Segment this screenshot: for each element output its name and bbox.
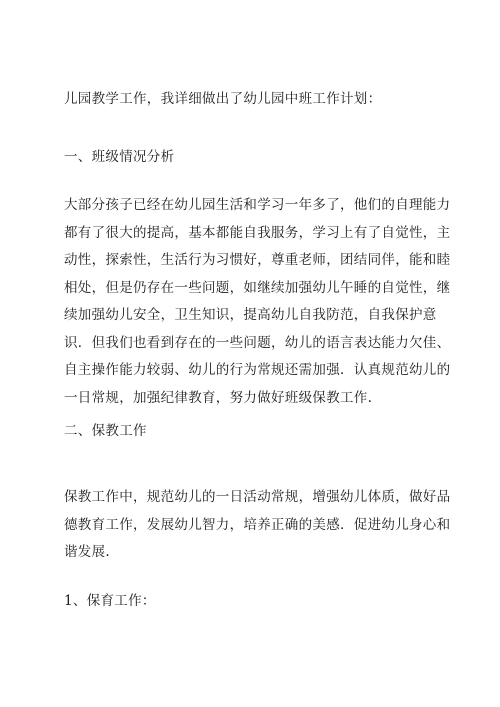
subsection-heading-nursing-work xyxy=(64,588,444,616)
paragraph-line: 保教工作中，规范幼儿的一日活动常规，增强幼儿体质，做好品 xyxy=(64,489,451,505)
paragraph-line: 德教育工作，发展幼儿智力，培养正确的美感．促进幼儿身心和 xyxy=(64,516,451,533)
section-heading-class-analysis xyxy=(64,144,444,172)
subsection-heading-text: 1、保育工作： xyxy=(64,593,156,609)
paragraph-line: 续加强幼儿安全，卫生知识，提高幼儿自我防范，自我保护意 xyxy=(64,307,437,323)
section-heading-text: 二、保教工作 xyxy=(64,423,147,439)
paragraph-line: 谐发展. xyxy=(64,544,110,560)
intro-line: 儿园教学工作，我详细做出了幼儿园中班工作计划： xyxy=(64,91,382,107)
paragraph-line: 大部分孩子已经在幼儿园生活和学习一年多了，他们的自理能力 xyxy=(64,197,451,213)
class-analysis-paragraph xyxy=(64,192,451,412)
care-education-paragraph xyxy=(64,484,451,567)
paragraph-line: 一日常规，加强纪律教育，努力做好班级保教工作. xyxy=(64,389,373,406)
paragraph-line: 识．但我们也看到存在的一些问题，幼儿的语言表达能力欠佳、 xyxy=(64,334,451,351)
paragraph-line: 相处，但是仍存在一些问题，如继续加强幼儿午睡的自觉性，继 xyxy=(64,279,451,296)
paragraph-line: 都有了很大的提高，基本都能自我服务，学习上有了自觉性，主 xyxy=(64,224,451,241)
section-heading-text: 一、班级情况分析 xyxy=(64,149,175,165)
paragraph-line: 动性，探索性，生活行为习惯好，尊重老师，团结同伴，能和睦 xyxy=(64,252,451,268)
paragraph-line: 自主操作能力较弱、幼儿的行为常规还需加强．认真规范幼儿的 xyxy=(64,362,451,378)
intro-paragraph xyxy=(64,86,444,114)
section-heading-care-education xyxy=(64,418,444,446)
